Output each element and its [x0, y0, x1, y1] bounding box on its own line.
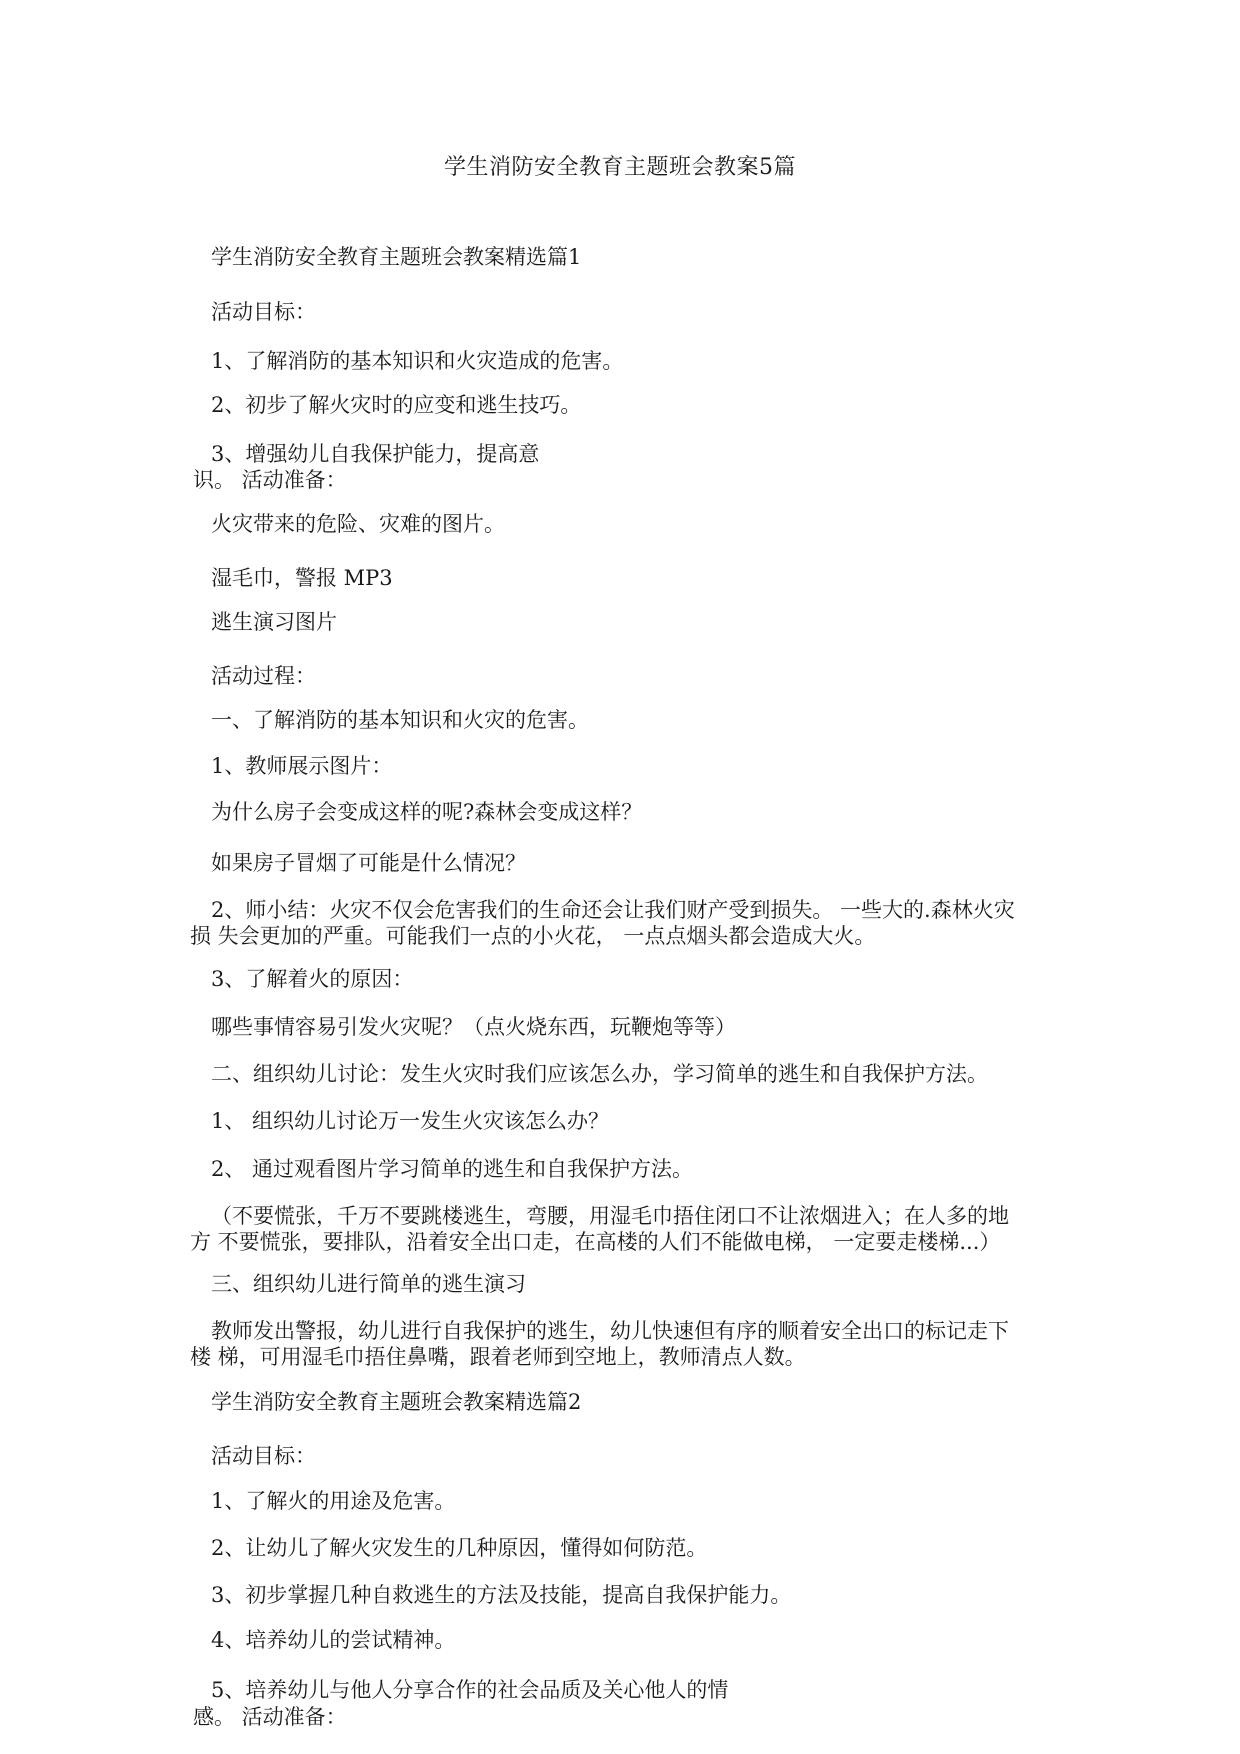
text-line: 2、让幼儿了解火灾发生的几种原因，懂得如何防范。 [211, 1536, 708, 1560]
text-line: 二、组织幼儿讨论：发生火灾时我们应该怎么办，学习简单的逃生和自我保护方法。 [211, 1062, 988, 1086]
text-line: 识。 活动准备： [193, 468, 347, 492]
paragraph [190, 1318, 1050, 1370]
text-line: 3、初步掌握几种自救逃生的方法及技能，提高自我保护能力。 [211, 1583, 792, 1607]
text-line: 3、增强幼儿自我保护能力，提高意 [211, 442, 540, 466]
text-line: 活动目标： [211, 300, 316, 324]
text-line: 1、了解消防的基本知识和火灾造成的危害。 [211, 349, 624, 373]
section-heading-2: 学生消防安全教育主题班会教案精选篇2 [211, 1390, 582, 1414]
text-line: 为什么房子会变成这样的呢?森林会变成这样？ [211, 800, 643, 824]
text-line: 3、了解着火的原因： [211, 967, 414, 991]
paragraph [190, 1203, 1050, 1255]
paragraph-line: 楼 梯，可用湿毛巾捂住鼻嘴，跟着老师到空地上，教师清点人数。 [190, 1345, 806, 1369]
paragraph-line: 方 不要慌张，要排队，沿着安全出口走，在高楼的人们不能做电梯， 一定要走楼梯...） [190, 1230, 1001, 1254]
paragraph-line: 教师发出警报，幼儿进行自我保护的逃生，幼儿快速但有序的顺着安全出口的标记走下 [211, 1319, 1009, 1343]
paragraph [190, 897, 1050, 949]
paragraph-line: （不要慌张，千万不要跳楼逃生，弯腰，用湿毛巾捂住闭口不让浓烟进入；在人多的地 [211, 1204, 1009, 1228]
text-line: 哪些事情容易引发火灾呢？（点火烧东西，玩鞭炮等等） [211, 1015, 736, 1039]
text-line: 4、培养幼儿的尝试精神。 [211, 1628, 456, 1652]
document-title: 学生消防安全教育主题班会教案5篇 [444, 155, 796, 180]
text-line: 如果房子冒烟了可能是什么情况？ [211, 851, 526, 875]
text-line: 1、 组织幼儿讨论万一发生火灾该怎么办？ [211, 1109, 610, 1133]
paragraph-line: 损 失会更加的严重。可能我们一点的小火花， 一点点烟头都会造成大火。 [190, 924, 876, 948]
text-line: 2、 通过观看图片学习简单的逃生和自我保护方法。 [211, 1157, 694, 1181]
text-line: 1、教师展示图片： [211, 754, 393, 778]
text-line: 湿毛巾，警报 MP3 [211, 566, 393, 590]
text-line: 三、组织幼儿进行简单的逃生演习 [211, 1272, 526, 1296]
text-line: 5、培养幼儿与他人分享合作的社会品质及关心他人的情 [211, 1678, 729, 1702]
text-line: 逃生演习图片 [211, 610, 337, 634]
text-line: 活动过程： [211, 664, 316, 688]
text-line: 感。 活动准备： [193, 1705, 347, 1729]
text-line: 1、了解火的用途及危害。 [211, 1489, 456, 1513]
text-line: 一、了解消防的基本知识和火灾的危害。 [211, 708, 589, 732]
section-heading-1: 学生消防安全教育主题班会教案精选篇1 [211, 245, 582, 269]
text-line: 火灾带来的危险、灾难的图片。 [211, 512, 505, 536]
paragraph-line: 2、师小结：火灾不仅会危害我们的生命还会让我们财产受到损失。 一些大的.森林火灾 [211, 898, 1015, 922]
text-line: 活动目标： [211, 1444, 316, 1468]
text-line: 2、初步了解火灾时的应变和逃生技巧。 [211, 393, 582, 417]
